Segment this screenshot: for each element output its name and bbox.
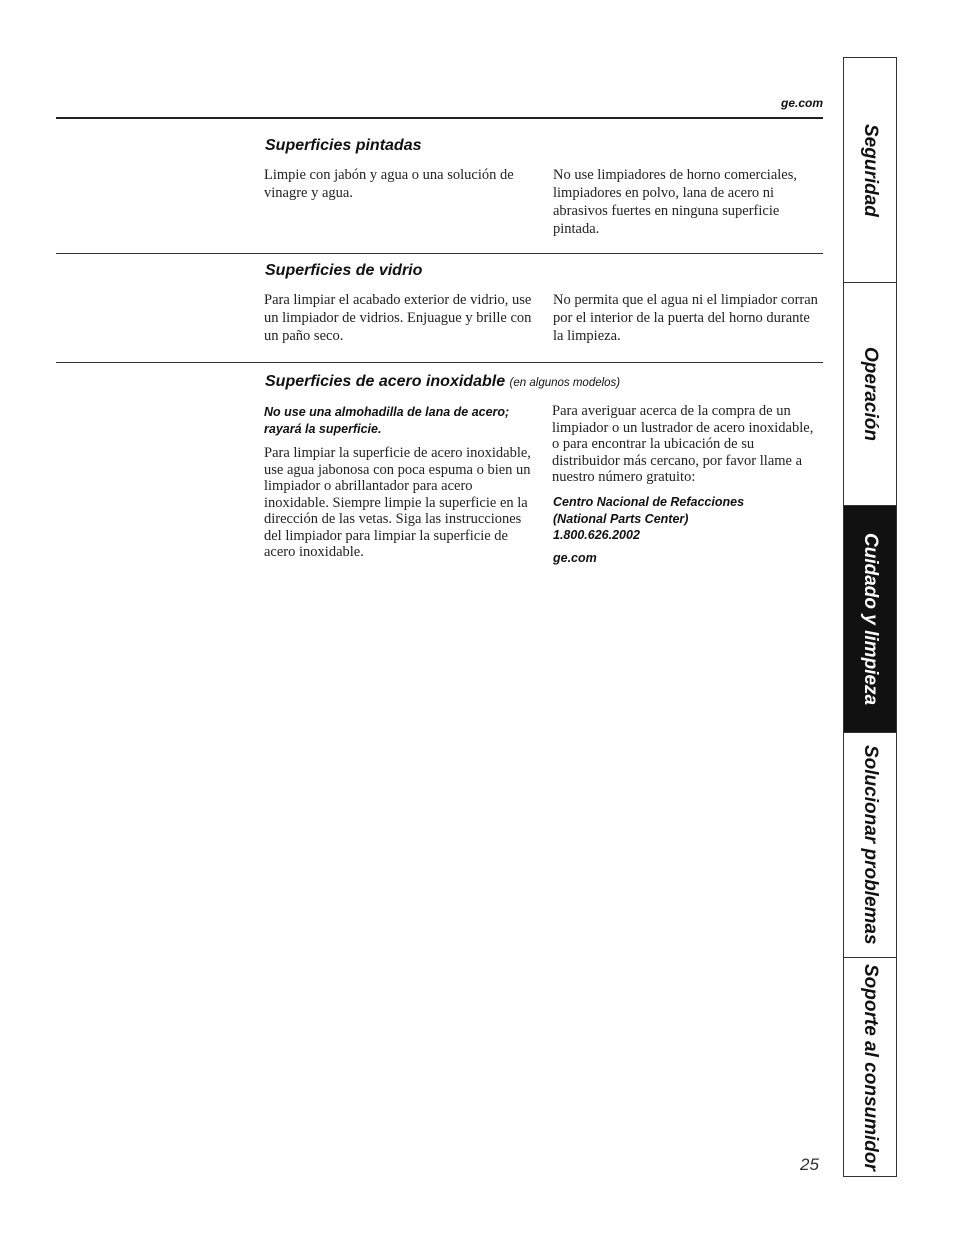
tab-operacion[interactable]: [844, 283, 896, 506]
section-title-glass: Superficies de vidrio: [265, 262, 423, 279]
contact-name-english: (National Parts Center): [553, 511, 689, 526]
section-divider: [56, 362, 823, 363]
steel-right-text: Para averiguar acerca de la compra de un limpiador o un lustrador de acero inoxidable, o para encontrar la ubicación de su distribuidor más cercano, por favor llame a nuestro número gratuito:: [552, 403, 814, 485]
glass-left-text: Para limpiar el acabado exterior de vidrio, use un limpiador de vidrios. Enjuague y brille con un paño seco.: [264, 292, 532, 344]
section-divider: [56, 253, 823, 254]
tab-cuidado-y-limpieza[interactable]: [844, 506, 896, 733]
tab-label: Seguridad: [860, 123, 881, 217]
tab-seguridad[interactable]: [844, 58, 896, 283]
tab-label: Operación: [860, 347, 881, 441]
steel-title-text: Superficies de acero inoxidable: [265, 373, 506, 390]
painted-left-text: Limpie con jabón y agua o una solución de vinagre y agua.: [264, 167, 514, 201]
site-url[interactable]: ge.com: [780, 96, 823, 110]
contact-phone[interactable]: 1.800.626.2002: [553, 528, 640, 542]
side-tab-nav: [843, 57, 897, 1177]
header-rule: [56, 117, 823, 119]
contact-block: [553, 494, 821, 566]
tab-solucionar-problemas[interactable]: [844, 733, 896, 958]
tab-label: Soporte al consumidor: [860, 963, 881, 1171]
tab-label: Solucionar problemas: [860, 745, 881, 945]
contact-website[interactable]: ge.com: [553, 550, 597, 565]
section-title-painted: Superficies pintadas: [265, 137, 422, 154]
glass-right-text: No permita que el agua ni el limpiador corran por el interior de la puerta del horno durante la limpieza.: [553, 292, 818, 344]
tab-soporte-al-consumidor[interactable]: [844, 958, 896, 1176]
section-title-steel: [265, 373, 620, 391]
contact-name: Centro Nacional de Refacciones: [553, 495, 745, 509]
page-number: 25: [800, 1155, 819, 1174]
steel-warning: No use una almohadilla de lana de acero; rayará la superficie.: [264, 405, 510, 436]
steel-left-text: Para limpiar la superficie de acero inoxidable, use agua jabonosa con poca espuma o bien un limpiador o abrillantador para acero inoxidable. Siempre limpie la superficie en la dirección de las vetas. Siga las instrucciones del limpiador para limpiar la superficie de acero inoxidable.: [264, 445, 531, 560]
tab-label: Cuidado y limpieza: [860, 532, 881, 706]
painted-right-text: No use limpiadores de horno comerciales, limpiadores en polvo, lana de acero ni abrasivos fuertes en ninguna superficie pintada.: [553, 167, 798, 237]
steel-title-note: (en algunos modelos): [509, 377, 621, 389]
